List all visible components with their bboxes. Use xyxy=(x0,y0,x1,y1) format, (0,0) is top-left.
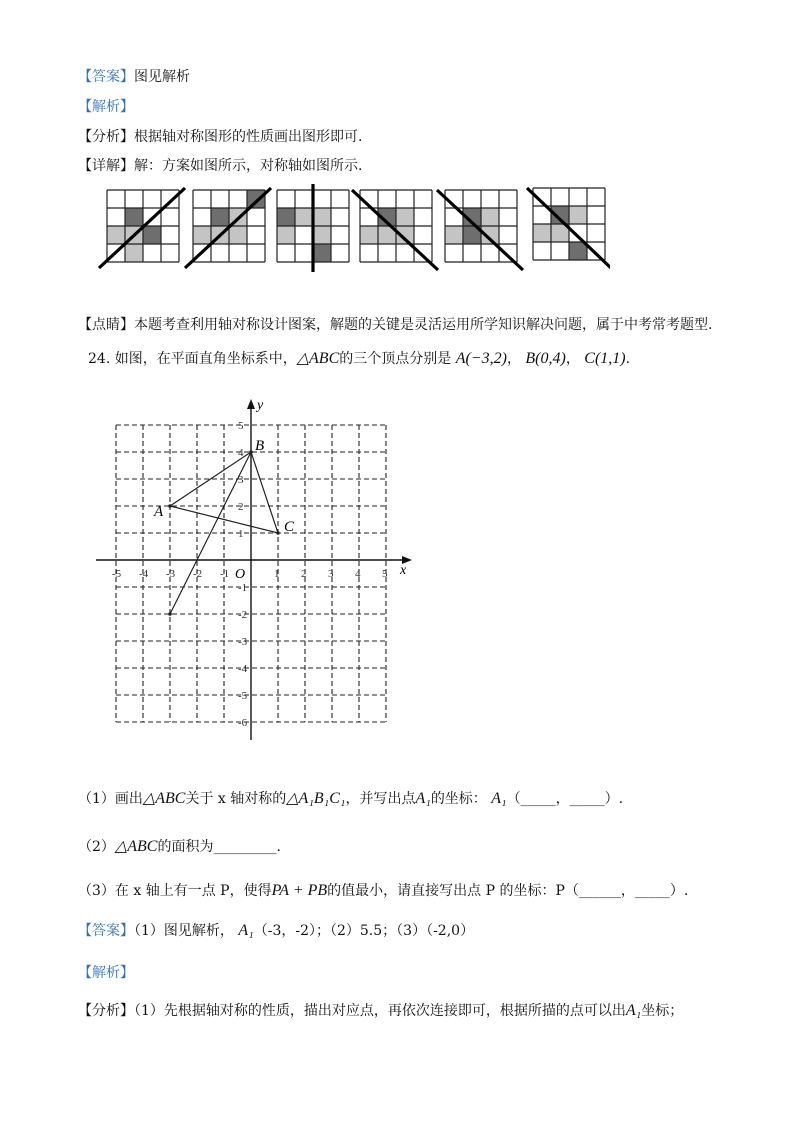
stem-intro: 如图，在平面直角坐标系中， xyxy=(114,351,297,367)
x-tick-label: -4 xyxy=(139,568,149,580)
x-tick-label: -3 xyxy=(166,568,176,580)
question-number: 24. xyxy=(88,351,111,367)
y-tick-label: 1 xyxy=(238,528,244,540)
y-tick-label: 3 xyxy=(238,474,244,486)
grid-cell-shaded xyxy=(313,226,331,244)
y-tick-label: -4 xyxy=(238,663,248,675)
part3-post: 的值最小，请直接写出点 P 的坐标：P（______，_____）. xyxy=(327,883,689,899)
x-tick-label: -5 xyxy=(112,568,122,580)
grid-cell-shaded xyxy=(569,206,587,224)
fenxi-label: 【分析】 xyxy=(78,129,134,145)
symmetry-grid-2 xyxy=(185,188,271,268)
grid-cell-shaded xyxy=(125,244,143,262)
q24-part3 xyxy=(78,880,688,900)
answer-text-2: （-3，-2）；（2）5.5；（3）（-2,0） xyxy=(253,923,475,939)
part1-point-a1-repeat: A₁ xyxy=(491,790,507,807)
part1-blank: （_____，_____）. xyxy=(506,791,624,807)
q24-fenxi-line xyxy=(78,1000,683,1020)
dianjing-label: 【点睛】 xyxy=(78,317,134,333)
symmetry-grid-4 xyxy=(352,190,438,270)
grid-cell-shaded xyxy=(247,190,265,208)
symmetry-grid-5 xyxy=(437,190,523,270)
x-tick-label: 4 xyxy=(355,568,361,580)
coordinate-plane xyxy=(85,398,425,743)
part3-expression: PA + PB xyxy=(271,882,328,899)
fenxi-text-1: （1）先根据轴对称的性质，描出对应点，再依次连接即可，根据所描的点可以出 xyxy=(134,1003,626,1019)
grid-cell-shaded xyxy=(211,208,229,226)
grid-cell-shaded xyxy=(107,226,125,244)
grid-cell-shaded xyxy=(229,226,247,244)
dianjing-text: 本题考查利用轴对称设计图案，解题的关键是灵活运用所学知识解决问题，属于中考常考题型. xyxy=(134,317,713,333)
stem-mid: 的三个顶点分别是 xyxy=(339,351,452,367)
part1-mid2: ，并写出点 xyxy=(345,791,416,807)
fenxi-label: 【分析】 xyxy=(78,1003,134,1019)
part1-post: 的坐标： xyxy=(430,791,487,807)
point-a: A(−3,2) xyxy=(455,350,507,367)
y-axis-arrow xyxy=(247,399,255,409)
point-a1-dot xyxy=(168,612,172,616)
separator: ， xyxy=(565,351,580,367)
x-axis-label: x xyxy=(400,563,407,578)
x-tick-label: 5 xyxy=(382,568,388,580)
x-tick-label: -1 xyxy=(220,568,230,580)
triangle-abc: △ABC xyxy=(296,350,340,367)
point-a-label: A xyxy=(154,504,164,520)
q24-answer-line xyxy=(78,920,474,940)
q24-stem xyxy=(88,348,630,368)
grid-cell-shaded xyxy=(445,226,463,244)
separator: ， xyxy=(506,351,521,367)
grid-cell-shaded xyxy=(313,244,331,262)
grid-cell-shaded xyxy=(193,226,211,244)
grid-cell-shaded xyxy=(481,208,499,226)
point-c-dot xyxy=(276,531,280,535)
y-tick-label: -6 xyxy=(238,717,248,729)
symmetry-grid-6 xyxy=(527,188,610,268)
y-tick-label: -3 xyxy=(238,636,248,648)
point-c: C(1,1) xyxy=(584,350,626,367)
part3-pre: （3）在 x 轴上有一点 P，使得 xyxy=(78,883,272,899)
point-b-dot xyxy=(249,450,253,454)
analysis-label: 【解析】 xyxy=(78,99,134,115)
part1-triangle: △ABC xyxy=(142,790,186,807)
part2-post: 的面积为_________. xyxy=(157,839,281,855)
answer-label: 【答案】 xyxy=(78,69,134,85)
y-tick-label: -2 xyxy=(238,609,248,621)
part2-triangle: △ABC xyxy=(114,838,158,855)
fenxi-point-a1: A₁ xyxy=(625,1002,642,1019)
q23-dianjing-line xyxy=(78,314,712,334)
part1-mid: 关于 x 轴对称的 xyxy=(185,791,287,807)
q24-analysis-line xyxy=(78,962,134,982)
answer-label: 【答案】 xyxy=(78,923,134,939)
q23-xiangjie-line xyxy=(78,155,362,175)
origin-label: O xyxy=(235,567,246,582)
grid-cell-shaded xyxy=(360,226,378,244)
fenxi-text-2: 坐标； xyxy=(641,1003,684,1019)
grid-cell-shaded xyxy=(396,208,414,226)
point-b-label: B xyxy=(255,438,265,454)
q24-part1 xyxy=(78,788,623,808)
grid-cell-shaded xyxy=(125,208,143,226)
y-axis-label: y xyxy=(257,398,264,413)
point-b: B(0,4) xyxy=(525,350,566,367)
period: . xyxy=(625,351,631,367)
y-tick-label: 4 xyxy=(238,447,244,459)
part1-triangle-a1b1c1: △A₁B₁C₁ xyxy=(286,790,346,807)
x-tick-label: 1 xyxy=(274,568,280,580)
xiangjie-text: 解：方案如图所示，对称轴如图所示. xyxy=(134,158,363,174)
analysis-label: 【解析】 xyxy=(78,965,134,981)
point-c-label: C xyxy=(284,519,295,535)
symmetry-grids-figure xyxy=(95,182,610,274)
grid-cell-shaded xyxy=(533,224,551,242)
q23-fenxi-line xyxy=(78,126,362,146)
y-tick-label: 2 xyxy=(238,501,244,513)
q24-part2 xyxy=(78,836,281,856)
symmetry-grid-3 xyxy=(277,184,349,272)
x-tick-label: 2 xyxy=(301,568,307,580)
answer-text: 图见解析 xyxy=(134,69,190,85)
grid-cell-shaded xyxy=(277,208,295,226)
part2-pre: （2） xyxy=(78,839,115,855)
answer-point-a1: A₁ xyxy=(238,922,254,939)
symmetry-grid-1 xyxy=(99,188,185,268)
x-tick-label: -2 xyxy=(193,568,203,580)
grid-cell-shaded xyxy=(277,226,295,244)
x-tick-label: 3 xyxy=(328,568,334,580)
grid-cell-shaded xyxy=(143,226,161,244)
grid-cell-shaded xyxy=(295,208,313,226)
y-tick-label: 5 xyxy=(238,420,244,432)
answer-text-1: （1）图见解析， xyxy=(134,923,234,939)
q23-answer-line xyxy=(78,66,190,86)
part1-point-a1: A₁ xyxy=(415,790,431,807)
y-tick-label: -5 xyxy=(238,690,248,702)
grid-cell-shaded xyxy=(313,208,331,226)
q23-analysis-line xyxy=(78,96,134,116)
part1-pre: （1）画出 xyxy=(78,791,143,807)
point-a-dot xyxy=(168,504,172,508)
y-tick-label: -1 xyxy=(238,582,248,594)
xiangjie-label: 【详解】 xyxy=(78,158,134,174)
fenxi-text: 根据轴对称图形的性质画出图形即可. xyxy=(134,129,363,145)
